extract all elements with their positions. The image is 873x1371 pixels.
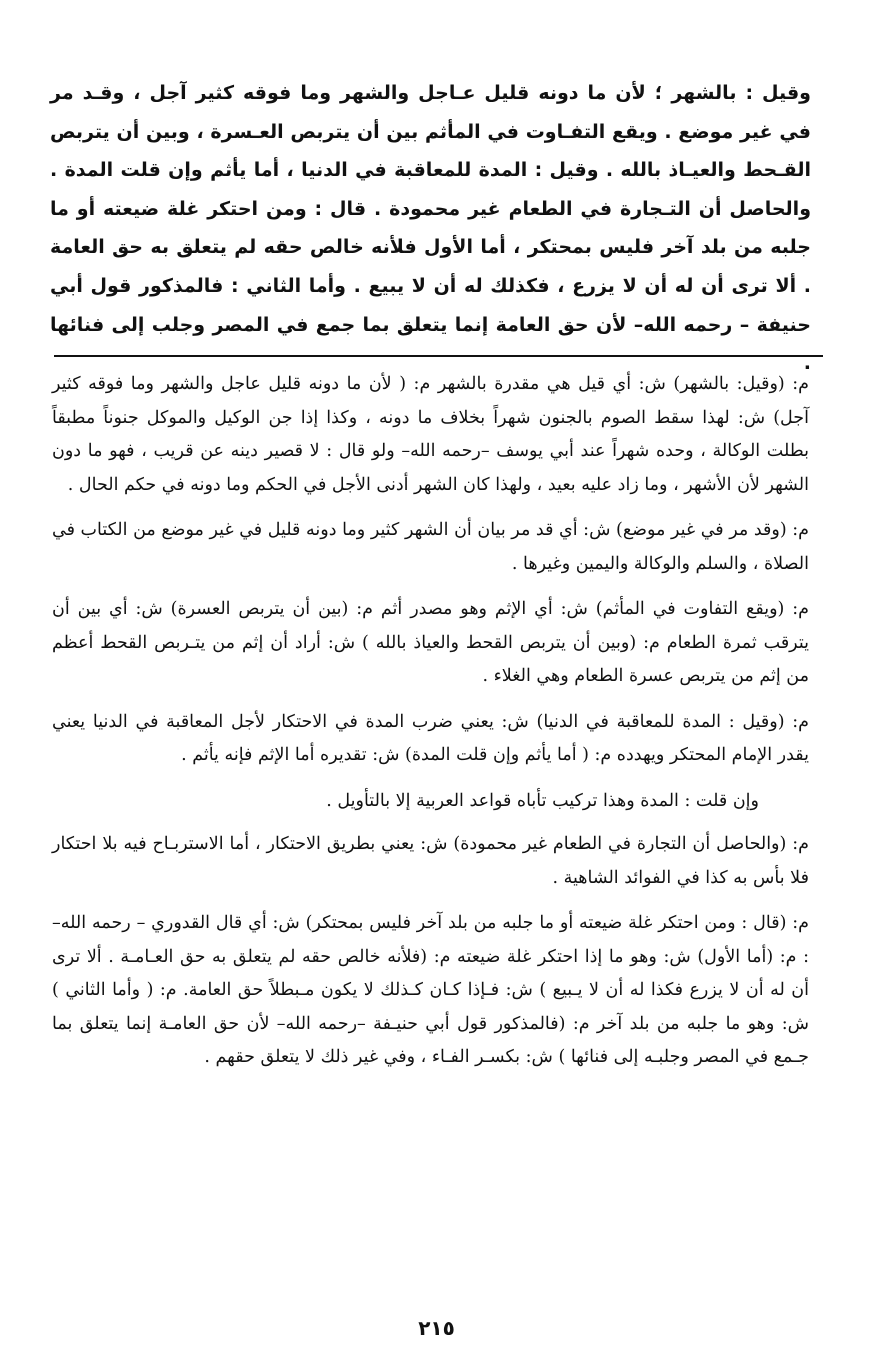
main-text bbox=[50, 74, 811, 383]
commentary-paragraph-3: م: (ويقع التفاوت في المأثم) ش: أي الإثم وهو مصدر أثم م: (بين أن يتربص العسرة) ش: أي بين أن يترقب ثمرة الطعام م: (وبين أن يتربص القحط والعياذ بالله ) ش: أراد أن إثم من يتـربص القحط أعظم من إثم من يتربص عسرة الطعام وهي الغلاء . bbox=[52, 599, 809, 686]
commentary-paragraph-7: م: (قال : ومن احتكر غلة ضيعته أو ما جلبه من بلد آخر فليس بمحتكر) ش: أي قال القدوري – رحمه الله– : م: (أما الأول) ش: وهو ما إذا احتكر غلة ضيعته م: (فلأنه خالص حقه لم يتعلق به حق العـامـة . ألا ترى أن له أن لا يزرع فكذا له أن لا يـبيع ) ش: فـإذا كـان كـذلك لا يكون مـبطلاً حق العامة. م: ( وأما الثاني ) ش: وهو ما جلبه من بلد آخر م: (فالمذكور قول أبي حنيـفة –رحمه الله– لأن حق العامـة إنما يتعلق بما جـمع في المصر وجلبـه إلى فنائها ) ش: بكسـر الفـاء ، وفي غير ذلك لا يتعلق حقهم . bbox=[52, 913, 809, 1067]
page-number: ٢١٥ bbox=[418, 1316, 455, 1340]
commentary-paragraph-6: م: (والحاصل أن التجارة في الطعام غير محمودة) ش: يعني بطريق الاحتكار ، أما الاستربـاح فيه بلا احتكار فلا بأس به كذا في الفوائد الشاهية . bbox=[52, 834, 809, 888]
section-divider bbox=[54, 355, 823, 357]
commentary bbox=[52, 368, 809, 1087]
commentary-paragraph-4: م: (وقيل : المدة للمعاقبة في الدنيا) ش: يعني ضرب المدة في الاحتكار لأجل المعاقبة في الدنيا يعني يقدر الإمام المحتكر ويهدده م: ( أما يأثم وإن قلت المدة) ش: تقديره أما الإثم فإنه يأثم . bbox=[52, 711, 809, 765]
commentary-paragraph-5: وإن قلت : المدة وهذا تركيب تأباه قواعد العربية إلا بالتأويل . bbox=[326, 790, 759, 811]
main-text-paragraph: وقيل : بالشهر ؛ لأن ما دونه قليل عـاجل والشهر وما فوقه كثير آجل ، وقـد مر في غير موضع . ويقع التفـاوت في المأثم بين أن يتربص العـسرة ، وبين أن يتربص القـحط والعيـاذ بالله . وقيل : المدة للمعاقبة في الدنيا ، أما يأثم وإن قلت المدة . والحاصل أن التـجارة في الطعام غير محمودة . قال : ومن احتكر غلة ضيعته أو ما جلبه من بلد آخر فليس بمحتكر ، أما الأول فلأنه خالص حقه لم يتعلق به حق العامة . ألا ترى أن له أن لا يزرع ، فكذلك له أن لا يبيع . وأما الثاني : فالمذكور قول أبي حنيفة – رحمه الله– لأن حق العامة إنما يتعلق بما جمع في المصر وجلب إلى فنائها . bbox=[50, 82, 811, 375]
commentary-paragraph-2: م: (وقد مر في غير موضع) ش: أي قد مر بيان أن الشهر كثير وما دونه قليل في غير موضع من الكتاب في الصلاة ، والسلم والوكالة واليمين وغيرها . bbox=[52, 520, 809, 574]
commentary-paragraph-1: م: (وقيل: بالشهر) ش: أي قيل هي مقدرة بالشهر م: ( لأن ما دونه قليل عاجل والشهر وما فوقه كثير آجل) ش: لهذا سقط الصوم بالجنون شهراً بخلاف ما دونه ، وكذا إذا جن الوكيل والموكل جنوناً مطبقاً بطلت الوكالة ، وحده شهراً عند أبي يوسف –رحمه الله– ولو قال : لا قصير دينه عن قريب ، فهو ما دون الشهر لأن الأشهر ، وما زاد عليه بعيد ، ولهذا كان الشهر أدنى الأجل في الحكم وما دونه في حكم الحال . bbox=[52, 374, 809, 495]
